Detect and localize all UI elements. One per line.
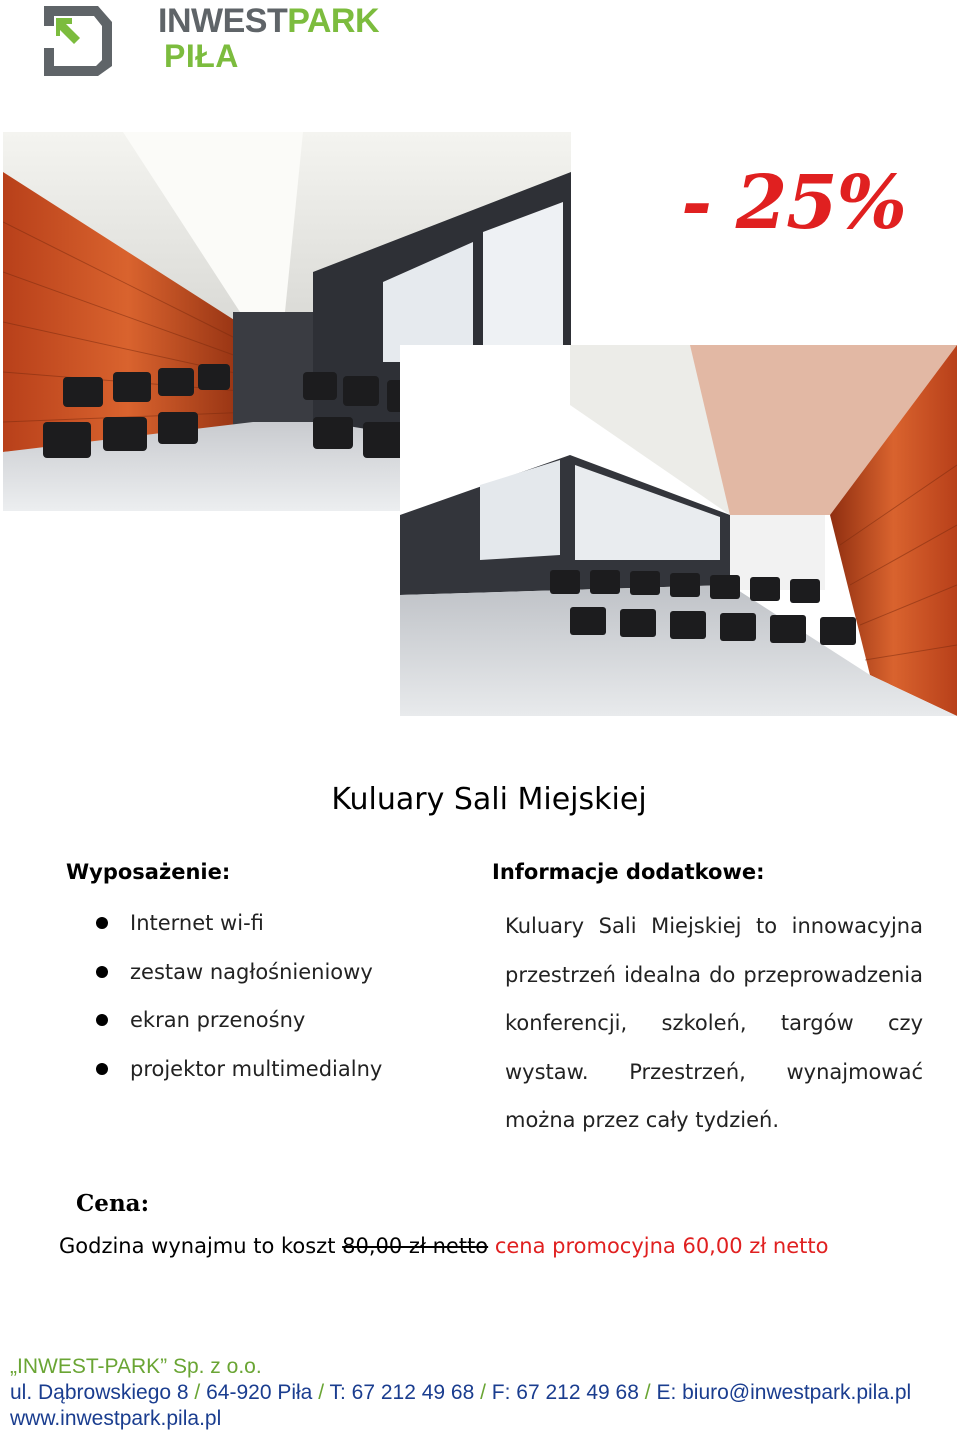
list-item: zestaw nagłośnieniowy — [96, 952, 382, 1001]
bullet-icon — [96, 1014, 108, 1026]
price-heading: Cena: — [76, 1190, 150, 1217]
bullet-icon — [96, 917, 108, 929]
logo-mark-icon — [36, 0, 116, 78]
price-line — [59, 1234, 828, 1258]
price-old: 80,00 zł netto — [342, 1234, 489, 1258]
info-heading: Informacje dodatkowe: — [492, 860, 765, 884]
bullet-icon — [96, 966, 108, 978]
discount-label: - 25% — [681, 160, 906, 246]
room-photo-2 — [400, 345, 957, 716]
logo-text-bottom: PIŁA — [164, 38, 239, 74]
footer-company: „INWEST-PARK” Sp. z o.o. — [10, 1355, 262, 1378]
bullet-icon — [96, 1063, 108, 1075]
price-intro: Godzina wynajmu to koszt — [59, 1234, 343, 1258]
equipment-heading: Wyposażenie: — [66, 860, 231, 884]
footer-contact: ul. Dąbrowskiego 8 / 64-920 Piła / T: 67 212 49 68 / F: 67 212 49 68 / E: biuro@inwestpark.pila.pl — [10, 1381, 912, 1404]
footer-phone: T: 67 212 49 68 — [329, 1381, 475, 1404]
info-body: Kuluary Sali Miejskiej to innowacyjna przestrzeń idealna do przeprowadzenia konferencji, szkoleń, targów czy wystaw. Przestrzeń, wynajmować można przez cały tydzień. — [505, 914, 923, 1132]
footer-email[interactable]: E: biuro@inwestpark.pila.pl — [656, 1381, 912, 1404]
list-item: projektor multimedialny — [96, 1049, 382, 1098]
footer-city: 64-920 Piła — [206, 1381, 313, 1404]
footer-fax: F: 67 212 49 68 — [491, 1381, 639, 1404]
equipment-list — [96, 903, 382, 1097]
price-promo: cena promocyjna 60,00 zł netto — [488, 1234, 829, 1258]
logo-text-top: INWESTPARK — [158, 2, 380, 40]
list-item: Internet wi-fi — [96, 903, 382, 952]
list-item: ekran przenośny — [96, 1000, 382, 1049]
footer-address: ul. Dąbrowskiego 8 — [10, 1381, 189, 1404]
page-title: Kuluary Sali Miejskiej — [331, 782, 647, 817]
company-logo — [36, 0, 380, 78]
footer-website-link[interactable]: www.inwestpark.pila.pl — [10, 1407, 222, 1430]
